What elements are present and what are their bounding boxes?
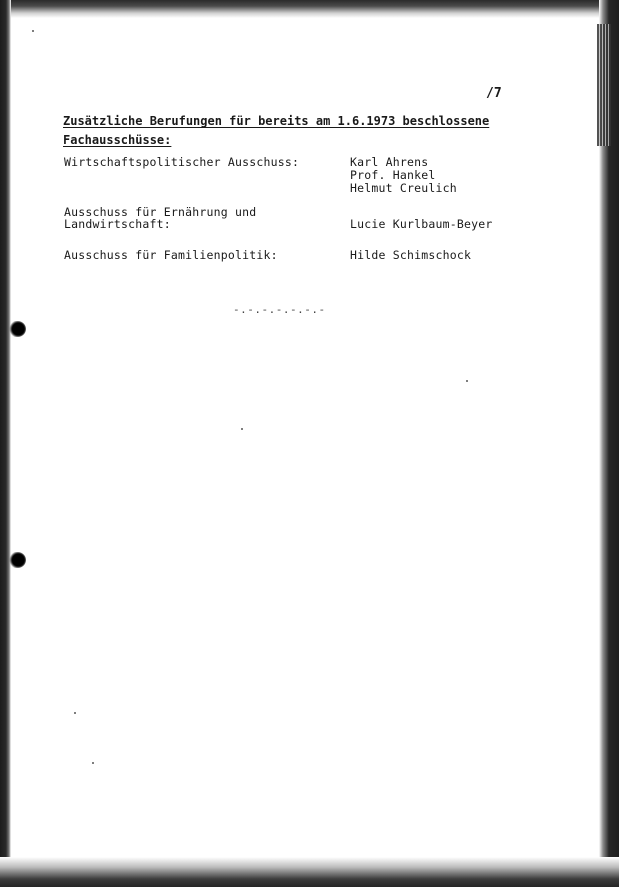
scan-speck: [32, 30, 34, 32]
committee-name-familie: Ausschuss für Familienpolitik:: [64, 248, 278, 262]
committee-name-ernaehrung-line-1: Ausschuss für Ernährung und: [64, 205, 257, 219]
punch-hole-bottom: [4, 552, 26, 568]
committee-member: Prof. Hankel: [350, 168, 436, 182]
scan-border-left: [0, 0, 11, 887]
document-heading: [63, 112, 489, 150]
committee-member: Lucie Kurlbaum-Beyer: [350, 217, 493, 231]
scan-speck: [241, 428, 243, 430]
punch-hole-top: [4, 321, 26, 337]
scan-border-top: [0, 0, 619, 18]
section-separator: -.-.-.-.-.-.-: [233, 303, 326, 316]
page-number: /7: [486, 86, 502, 101]
scan-speck: [92, 762, 94, 764]
binder-tab-strip: [597, 24, 611, 146]
committee-member: Helmut Creulich: [350, 181, 457, 195]
scan-border-bottom: [0, 857, 619, 887]
committee-member: Karl Ahrens: [350, 155, 429, 169]
committee-name-wirtschaft: Wirtschaftspolitischer Ausschuss:: [64, 155, 300, 169]
committee-name-ernaehrung-line-2: Landwirtschaft:: [64, 217, 171, 231]
heading-line-2: Fachausschüsse:: [63, 133, 172, 147]
heading-line-1: Zusätzliche Berufungen für bereits am 1.6.1973 beschlossene: [63, 114, 490, 128]
scan-speck: [466, 380, 468, 382]
scan-speck: [74, 712, 76, 714]
committee-member: Hilde Schimschock: [350, 248, 472, 262]
